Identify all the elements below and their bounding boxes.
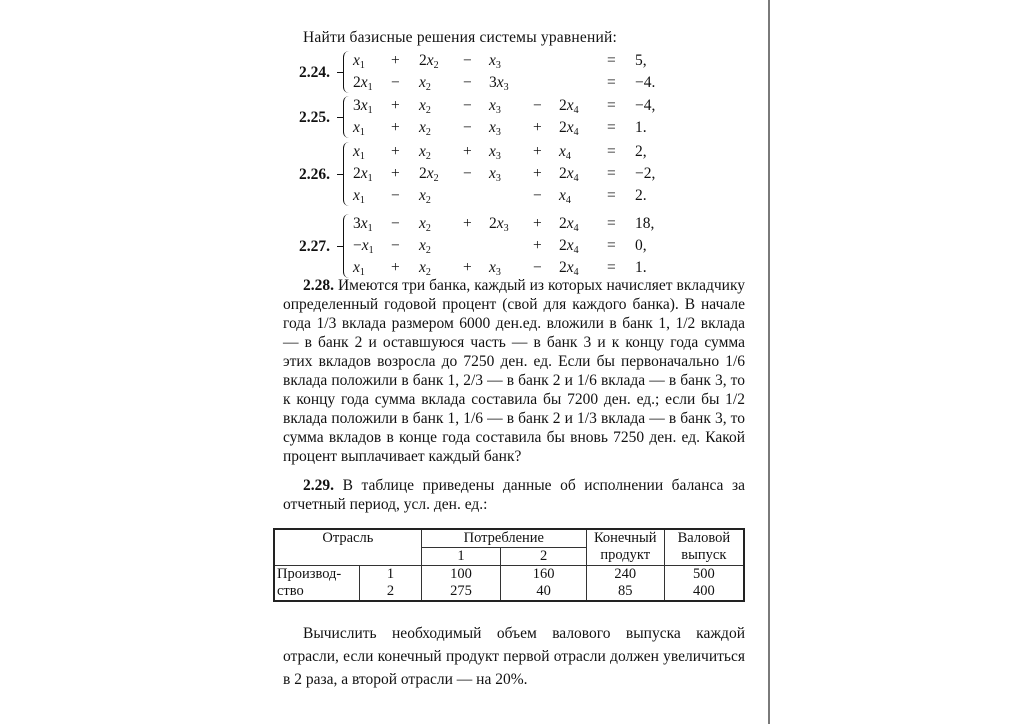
header-consumption: Потребление — [421, 529, 586, 548]
equation-term: $2x_4$ — [559, 119, 579, 138]
equation-term: = — [607, 165, 616, 182]
equation-term: 5, — [635, 52, 647, 69]
equation-term: − — [391, 237, 400, 254]
table-row — [274, 566, 744, 584]
problem-2-29 — [283, 476, 745, 514]
equation-term: $x_3$ — [489, 97, 501, 116]
equation-term: −4, — [635, 97, 656, 114]
cell-gross: 500 — [664, 566, 744, 584]
equation-term: $-x_1$ — [353, 237, 374, 256]
equation-term: $2x_4$ — [559, 259, 579, 278]
equation-term: 1. — [635, 259, 647, 276]
equation-term: + — [463, 143, 472, 160]
equation-term: $2x_2$ — [419, 52, 439, 71]
equation-term: $3x_3$ — [489, 74, 509, 93]
equation-term: − — [463, 52, 472, 69]
header-sector: Отрасль — [274, 529, 421, 566]
equation-term: + — [533, 119, 542, 136]
equation-term: $x_3$ — [489, 143, 501, 162]
equation-term: $2x_1$ — [353, 165, 373, 184]
equation-term: $2x_4$ — [559, 97, 579, 116]
problem-number: 2.28. — [303, 277, 334, 294]
equation-term: $x_4$ — [559, 143, 571, 162]
equation-term: = — [607, 237, 616, 254]
equation-term: − — [391, 187, 400, 204]
equation-term: + — [391, 52, 400, 69]
header-consumption-2: 2 — [501, 548, 587, 566]
equation-term: $x_2$ — [419, 97, 431, 116]
equation-term: − — [533, 97, 542, 114]
equation-term: $x_2$ — [419, 259, 431, 278]
problem-number: 2.25. — [299, 109, 330, 126]
equation-term: 1. — [635, 119, 647, 136]
equation-term: 2. — [635, 187, 647, 204]
brace-icon — [343, 96, 352, 138]
equation-term: = — [607, 215, 616, 232]
equation-term: + — [391, 143, 400, 160]
cell-cons-1: 100 — [421, 566, 501, 584]
cell-sector: 2 — [360, 583, 421, 601]
problem-text: В таблице приведены данные об исполнении баланса за отчетный период, усл. ден. ед.: — [283, 477, 746, 513]
header-consumption-1: 1 — [421, 548, 501, 566]
equation-term: + — [463, 215, 472, 232]
equation-term: = — [607, 74, 616, 91]
cell-cons-1: 275 — [421, 583, 501, 601]
equation-term: 0, — [635, 237, 647, 254]
equation-term: + — [533, 165, 542, 182]
row-group-label: Производ- ство — [274, 566, 360, 602]
cell-gross: 400 — [664, 583, 744, 601]
balance-table — [273, 528, 745, 602]
equation-term: $x_2$ — [419, 143, 431, 162]
equation-term: + — [391, 119, 400, 136]
equation-term: $2x_4$ — [559, 237, 579, 256]
equation-term: $2x_4$ — [559, 165, 579, 184]
brace-icon — [343, 214, 352, 278]
brace-icon — [343, 142, 352, 206]
equation-term: + — [391, 259, 400, 276]
equation-term: $x_2$ — [419, 187, 431, 206]
equation-term: − — [463, 119, 472, 136]
equation-term: $2x_3$ — [489, 215, 509, 234]
problem-number: 2.24. — [299, 64, 330, 81]
equation-term: $x_1$ — [353, 187, 365, 206]
equation-term: $x_1$ — [353, 52, 365, 71]
problem-2-29-question: Вычислить необходимый объем валового выпуска каждой отрасли, если конечный продукт первой отрасли должен увеличиться в 2 раза, а второй отрасли — на 20%. — [283, 625, 745, 688]
equation-term: $x_1$ — [353, 259, 365, 278]
equation-term: = — [607, 119, 616, 136]
cell-final: 85 — [586, 583, 664, 601]
equation-term: − — [463, 97, 472, 114]
equation-term: − — [391, 74, 400, 91]
cell-final: 240 — [586, 566, 664, 584]
equation-term: $x_2$ — [419, 237, 431, 256]
equation-term: + — [533, 143, 542, 160]
equation-term: $x_3$ — [489, 259, 501, 278]
equation-term: $x_1$ — [353, 119, 365, 138]
equation-term: $x_2$ — [419, 74, 431, 93]
equation-term: − — [533, 187, 542, 204]
equation-term: $x_4$ — [559, 187, 571, 206]
problem-2-28 — [283, 276, 745, 466]
equation-term: 18, — [635, 215, 655, 232]
problem-number: 2.26. — [299, 166, 330, 183]
section-intro: Найти базисные решения системы уравнений: — [303, 29, 617, 46]
equation-term: − — [533, 259, 542, 276]
equation-term: + — [391, 165, 400, 182]
equation-term: + — [391, 97, 400, 114]
equation-term: −2, — [635, 165, 656, 182]
page-edge-divider — [768, 0, 770, 724]
equation-term: $x_3$ — [489, 119, 501, 138]
cell-cons-2: 160 — [501, 566, 587, 584]
equation-term: + — [463, 259, 472, 276]
equation-term: − — [391, 215, 400, 232]
equation-term: $x_3$ — [489, 165, 501, 184]
problem-text: Имеются три банка, каждый из которых начисляет вкладчику определенный годовой процент (свой для каждого банка). В начале года 1/3 вклада размером 6000 ден.ед. вложили в банк 1, 1/2 вклада — в банк 2 и оставшуюся часть — в банк 3 и к концу года сумма этих вкладов возросла до 7250 ден. ед. Если бы первоначально 1/6 вклада положили в банк 1, 2/3 — в банк 2 и 1/6 вклада — в банк 3, то к концу года сумма вклада составила бы 7200 ден. ед.; если бы 1/2 вклада положили в банк 1, 1/6 — в банк 2 и 1/3 вклада — в банк 3, то сумма вкладов в конце года составила бы вновь 7250 ден. ед. Какой процент выплачивает каждый банк? — [283, 277, 746, 465]
equation-term: $x_2$ — [419, 119, 431, 138]
equation-term: $x_1$ — [353, 143, 365, 162]
equation-term: $3x_1$ — [353, 215, 373, 234]
equation-term: $2x_2$ — [419, 165, 439, 184]
header-gross-output: Валовой выпуск — [664, 529, 744, 566]
equation-term: 2, — [635, 143, 647, 160]
equation-term: = — [607, 97, 616, 114]
brace-icon — [343, 51, 352, 93]
cell-cons-2: 40 — [501, 583, 587, 601]
equation-term: −4. — [635, 74, 656, 91]
equation-term: − — [463, 74, 472, 91]
equation-term: − — [463, 165, 472, 182]
equation-term: $2x_4$ — [559, 215, 579, 234]
equation-term: $2x_1$ — [353, 74, 373, 93]
problem-number: 2.29. — [303, 477, 334, 494]
equation-term: + — [533, 215, 542, 232]
header-final-product: Конечный продукт — [586, 529, 664, 566]
equation-term: $x_3$ — [489, 52, 501, 71]
equation-term: = — [607, 259, 616, 276]
equation-term: = — [607, 52, 616, 69]
problem-number: 2.27. — [299, 238, 330, 255]
table-header-row — [274, 529, 744, 548]
equation-term: = — [607, 187, 616, 204]
equation-term: + — [533, 237, 542, 254]
equation-term: $3x_1$ — [353, 97, 373, 116]
cell-sector: 1 — [360, 566, 421, 584]
equation-term: = — [607, 143, 616, 160]
equation-term: $x_2$ — [419, 215, 431, 234]
